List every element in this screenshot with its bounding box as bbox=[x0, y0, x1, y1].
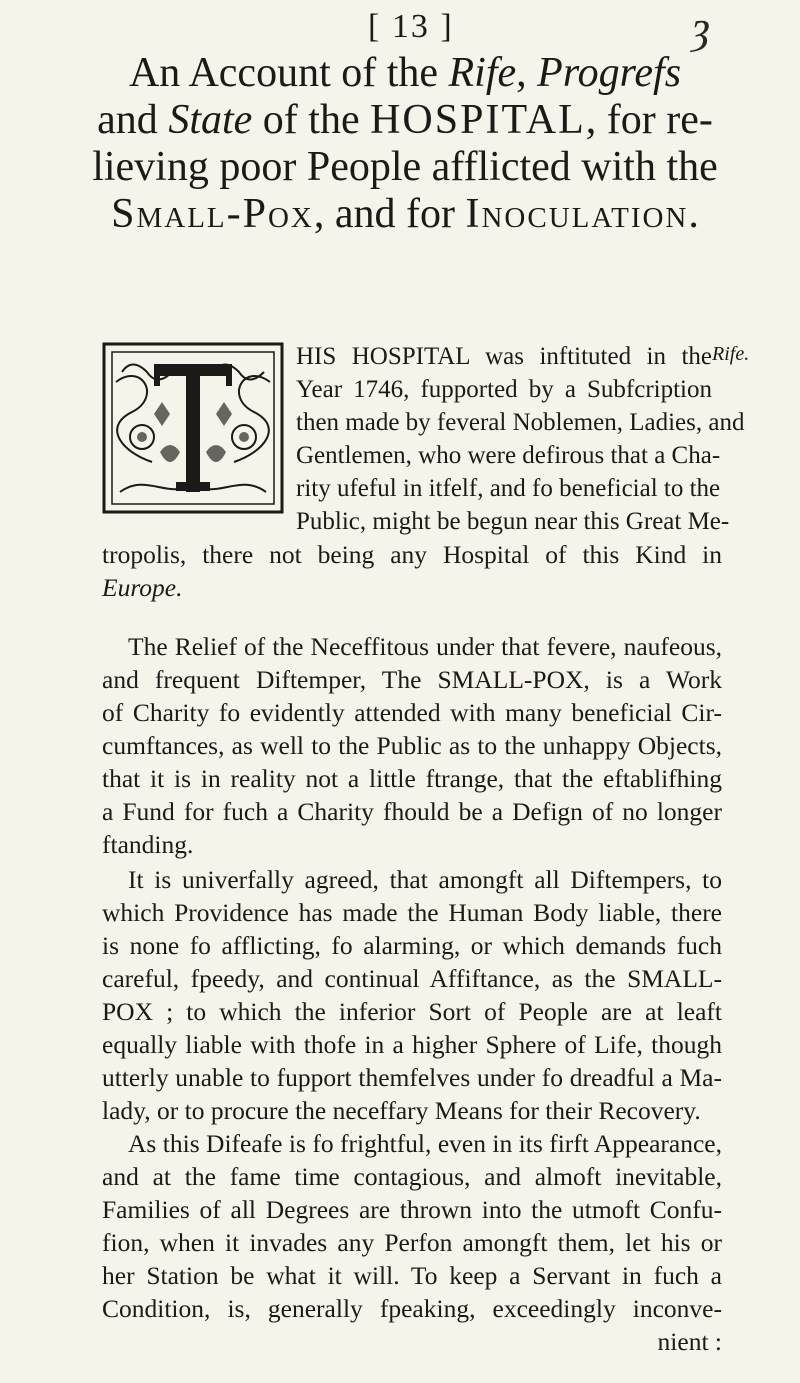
p1-line: Year 1746, fupported by a Subfcription bbox=[296, 376, 712, 403]
margin-note: Rife. bbox=[712, 343, 750, 365]
chapter-title bbox=[55, 50, 755, 238]
title-line-4: Small-Pox, and for Inoculation. bbox=[111, 191, 699, 237]
p4-line: and at the fame time contagious, and almoft inevitable, bbox=[102, 1162, 722, 1191]
p3-line: It is univerfally agreed, that amongft all Diftempers, to bbox=[128, 865, 722, 894]
p1-line: Europe. bbox=[102, 573, 183, 602]
page-number: [ 13 ] bbox=[368, 8, 454, 45]
p4-line: Families of all Degrees are thrown into the utmoft Confu- bbox=[102, 1195, 722, 1224]
paragraph-4 bbox=[102, 1127, 722, 1358]
p3-line: equally liable with thofe in a higher Sphere of Life, though bbox=[102, 1030, 722, 1059]
p3-line: which Providence has made the Human Body liable, there bbox=[102, 898, 722, 927]
paragraph-3 bbox=[102, 863, 722, 1127]
decorated-initial-icon bbox=[102, 342, 284, 514]
paragraph-2 bbox=[102, 630, 722, 861]
p2-line: that it is in reality not a little ftrange, that the eftablifhing bbox=[102, 764, 722, 793]
p1-line: HIS HOSPITAL was inftituted in the bbox=[296, 343, 712, 370]
p2-line: and frequent Diftemper, The SMALL-POX, is a Work bbox=[102, 665, 722, 694]
title-line-3: lieving poor People afflicted with the bbox=[92, 144, 718, 190]
p2-line: a Fund for fuch a Charity fhould be a Defign of no longer bbox=[102, 797, 722, 826]
p4-line: her Station be what it will. To keep a Servant in fuch a bbox=[102, 1261, 722, 1290]
title-line-2: and State of the HOSPITAL, for re- bbox=[97, 97, 713, 143]
p2-line: of Charity fo evidently attended with many beneficial Cir- bbox=[102, 698, 722, 727]
p3-line: lady, or to procure the neceffary Means for their Recovery. bbox=[102, 1096, 701, 1125]
p1-line: then made by feveral Noblemen, Ladies, and bbox=[296, 409, 745, 436]
p2-line: ftanding. bbox=[102, 830, 194, 859]
p1-line: Gentlemen, who were defirous that a Cha- bbox=[296, 442, 721, 469]
p2-line: The Relief of the Neceffitous under that fevere, naufeous, bbox=[128, 632, 722, 661]
p1-line: rity ufeful in itfelf, and fo beneficial to the bbox=[296, 475, 721, 502]
paragraph-1-full-block bbox=[102, 538, 722, 604]
p4-line: nient : bbox=[657, 1327, 722, 1356]
p4-line: As this Difeafe is fo frightful, even in its firft Appearance, bbox=[128, 1129, 722, 1158]
p2-line: cumftances, as well to the Public as to the unhappy Objects, bbox=[102, 731, 722, 760]
p3-line: careful, fpeedy, and continual Affiftance, as the SMALL- bbox=[102, 964, 722, 993]
p1-line: tropolis, there not being any Hospital of this Kind in bbox=[102, 540, 722, 569]
p4-line: fion, when it invades any Perfon amongft them, let his or bbox=[102, 1228, 722, 1257]
p3-line: utterly unable to fupport themfelves under fo dreadful a Ma- bbox=[102, 1063, 722, 1092]
p4-line: Condition, is, generally fpeaking, exceedingly inconve- bbox=[102, 1294, 722, 1323]
title-line-1: An Account of the Rife, Progrefs bbox=[128, 50, 682, 96]
p3-line: POX ; to which the inferior Sort of People are at leaft bbox=[102, 997, 722, 1026]
p1-line: Public, might be begun near this Great Me- bbox=[296, 508, 730, 535]
p3-line: is none fo afflicting, fo alarming, or which demands fuch bbox=[102, 931, 722, 960]
corner-mark: ȝ bbox=[692, 1, 710, 52]
